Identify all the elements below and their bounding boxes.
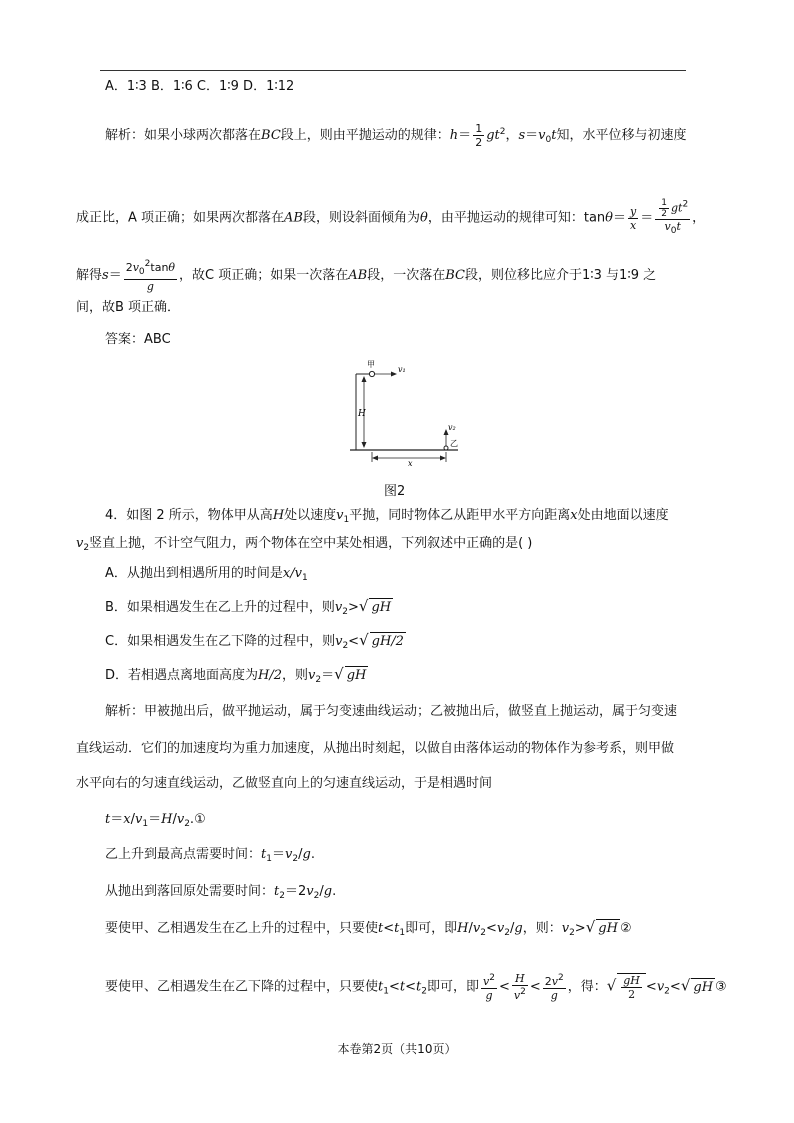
q4-eq1: $t=x/v_1=H/v_2.①$ — [105, 812, 206, 829]
q4-back-time: 从抛出到落回原处需要时间：$t_2=2v_2/g$. — [105, 884, 337, 901]
label-v1: v₁ — [398, 365, 406, 374]
q3-solution-line1: 解析：如果小球两次都落在BC段上，则由平抛运动的规律：h＝ $\frac{1}{2}$ $gt^2$，$s=v_0t$知，水平位移与初速度 — [105, 122, 687, 149]
q4-solution-line3: 水平向右的匀速直线运动，乙做竖直向上的匀速直线运动，于是相遇时间 — [76, 776, 493, 791]
q4-condition-fall: 要使甲、乙相遇发生在乙下降的过程中，只要使$t_1<t<t_2$即可，即 $\frac{v^2}{g}$ < $\frac{H}{v^2}$ < $\frac{2v^2}{g}$ ，得：√ $\frac{gH}{2}$ $<v_2<√$ gH ③ — [105, 972, 727, 1002]
q3-options: A．1∶3 B．1∶6 C．1∶9 D．1∶12 — [105, 79, 295, 94]
label-v2: v₂ — [448, 423, 456, 432]
q4-condition-rise: 要使甲、乙相遇发生在乙上升的过程中，只要使$t<t_1$即可，即$H/v_2<v_2/g$，则：$v_2>√$ gH ② — [105, 918, 632, 938]
q4-option-a: A．从抛出到相遇所用的时间是$x/v_1$ — [105, 566, 308, 583]
q4-option-c: C．如果相遇发生在乙下降的过程中，则$v_2<√$ gH/2 — [105, 631, 404, 651]
q4-stem-line2: $v_2$竖直上抛，不计空气阻力，两个物体在空中某处相遇，下列叙述中正确的是( ) — [76, 536, 533, 553]
label-x: x — [408, 459, 413, 468]
body-jia — [369, 371, 374, 376]
page-footer: 本卷第2页（共10页） — [337, 1042, 457, 1056]
x-arrow-right — [440, 456, 446, 461]
q3-answer: 答案：ABC — [105, 332, 171, 347]
label-H: H — [358, 409, 366, 419]
header-rule — [100, 70, 686, 71]
q4-option-d: D．若相遇点离地面高度为H/2，则$v_2=√$ gH — [105, 665, 367, 685]
q4-option-b: B．如果相遇发生在乙上升的过程中，则$v_2>√$ gH — [105, 597, 392, 617]
q3-solution-line2: 成正比，A 项正确；如果两次都落在AB段，则设斜面倾角为θ，由平抛运动的规律可知：tanθ＝ $\frac{y}{x}$ ＝ $\frac{1}{2}$ $gt^2$ $v_0t$ ， — [76, 198, 706, 236]
label-yi: 乙 — [450, 439, 458, 448]
v1-arrow-head — [391, 372, 397, 377]
q4-solution-line2: 直线运动．它们的加速度均为重力加速度，从抛出时刻起，以做自由落体运动的物体作为参考系，则甲做 — [76, 741, 675, 756]
q4-stem-line1: 4．如图 2 所示，物体甲从高H处以速度$v_1$平抛，同时物体乙从距甲水平方向距离x处由地面以速度 — [105, 508, 669, 525]
q4-rise-time: 乙上升到最高点需要时间：$t_1=v_2/g$. — [105, 847, 315, 864]
figure-caption: 图2 — [384, 484, 406, 499]
x-arrow-left — [372, 456, 378, 461]
body-yi — [444, 446, 448, 450]
q4-solution-line1: 解析：甲被抛出后，做平抛运动，属于匀变速曲线运动；乙被抛出后，做竖直上抛运动，属于匀变速 — [105, 704, 678, 719]
height-arrow-up — [362, 376, 367, 382]
q3-solution-line4: 间，故B 项正确． — [76, 300, 181, 315]
label-jia: 甲 — [367, 360, 375, 369]
q3-solution-line3: 解得s＝ $\frac{2v_0^2\tan\theta}{g}$ ，故C 项正确；如果一次落在AB段，一次落在BC段，则位移比应介于1∶3 与1∶9 之 — [76, 259, 657, 293]
height-arrow-down — [362, 442, 367, 448]
figure-2-diagram — [348, 360, 460, 468]
